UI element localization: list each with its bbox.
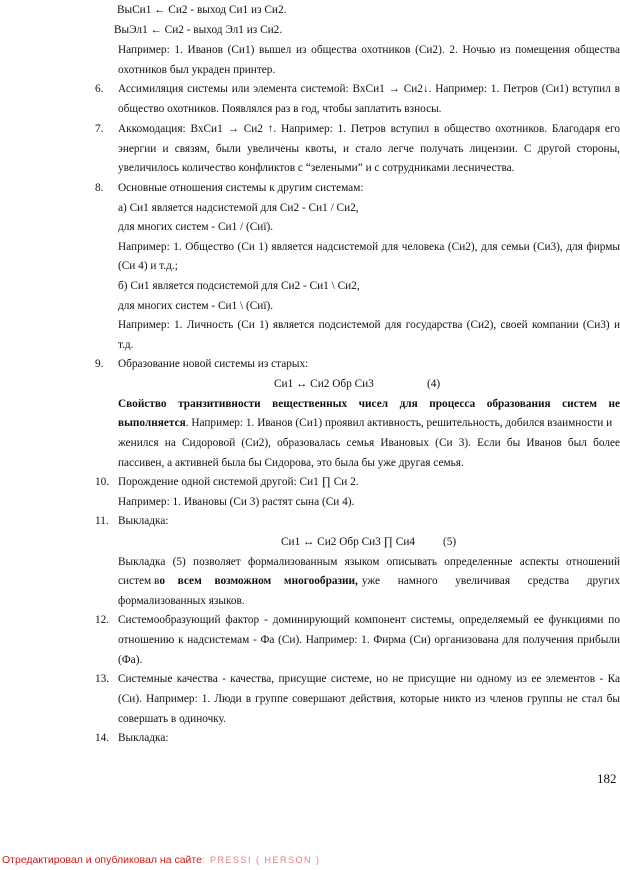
footer-credit [2, 853, 320, 867]
text-fragment: . Например: 1. Иванов (Си1) проявил активность, решительность, добился взаимности и [185, 417, 613, 429]
text-line: б) Си1 является подсистемой для Си2 - Си1 \ Си2, [118, 280, 360, 292]
text-line: Например: 1. Общество (Си 1) является надсистемой для человека (Си2), для семьи (Си3), для фирмы [118, 241, 620, 253]
list-number: 10. [95, 476, 110, 488]
list-number: 9. [95, 358, 104, 370]
text-line: формализованных языков. [118, 595, 245, 607]
text-fragment: уже намного увеличивая средства других [361, 575, 620, 587]
list-number: 13. [95, 673, 110, 685]
list-number: 7. [95, 123, 104, 135]
text-line: Порождение одной системой другой: Си1 ∏ Си 2. [118, 476, 359, 488]
text-line: энергии и связям, были увеличены квоты, и стало легче получать лицензии. С другой стороны, [118, 143, 620, 155]
formula: Си1 ↔ Си2 Обр Си3 [274, 378, 374, 390]
footer-text: Отредактировал и опубликовал на сайте [2, 854, 202, 866]
list-number: 6. [95, 83, 104, 95]
text-line: Выкладка (5) позволяет формализованным языком описывать определенные аспекты отношений [118, 556, 620, 568]
text-line: Например: 1. Ивановы (Си 3) растят сына (Си 4). [118, 496, 355, 508]
page-number: 182 [597, 771, 617, 786]
text-line: Например: 1. Личность (Си 1) является подсистемой для государства (Си2), своей компании (Си3) и [118, 319, 620, 331]
text-line: отношению к надсистемам - Фа (Си). Например: 1. Фирма (Си) организована для получения прибыли [118, 634, 620, 646]
text-line: (Си 4) и т.д.; [118, 260, 178, 272]
text-line: совершать в одиночку. [118, 713, 226, 725]
text-line: Например: 1. Иванов (Си1) вышел из общества охотников (Си2). 2. Ночью из помещения общества [118, 44, 620, 56]
text-line: пассивен, а активней была бы Сидорова, это была бы уже другая семья. [118, 457, 464, 469]
list-number: 8. [95, 182, 104, 194]
text-line: увеличилось количество конфликтов с “зелеными” и с сотрудниками лесничества. [118, 162, 515, 174]
bold-text-line: Свойство транзитивности вещественных чисел для процесса образования систем не [118, 398, 620, 410]
text-line: женился на Сидоровой (Си2), образовалась семья Ивановых (Си 3). Если бы Иванов был более [118, 437, 620, 449]
text-line: Выкладка: [118, 732, 169, 744]
text-fragment: систем в [118, 575, 160, 587]
list-number: 14. [95, 732, 110, 744]
footer-site-link[interactable]: : PRESSI ( HERSON ) [201, 855, 321, 865]
formula-number: (5) [443, 536, 457, 548]
bold-fragment: выполняется [118, 417, 186, 429]
formula: Си1 ↔ Си2 Обр Си3 ∏ Си4 [281, 536, 416, 548]
text-line: Основные отношения системы к другим системам: [118, 182, 364, 194]
text-line [118, 416, 620, 430]
text-line: ВыЭл1 ← Си2 - выход Эл1 из Си2. [114, 24, 283, 36]
text-line [118, 574, 620, 588]
text-line: Системообразующий фактор - доминирующий компонент системы, определяемый ее функциями по [118, 614, 620, 626]
text-line: Ассимиляция системы или элемента системой: ВхСи1 → Си2↓. Например: 1. Петров (Си1) вступил в [118, 83, 620, 95]
text-line: а) Си1 является надсистемой для Си2 - Си1 / Си2, [118, 202, 359, 214]
text-line: общество охотников. Появлялся раз в год, чтобы заплатить взносы. [118, 103, 442, 115]
text-line: Образование новой системы из старых: [118, 358, 309, 370]
text-line: (Фа). [118, 654, 143, 666]
text-line: для многих систем - Си1 / (Сиї). [118, 221, 274, 233]
bold-fragment: о всем возможном многообразии, [159, 575, 358, 587]
text-line: для многих систем - Си1 \ (Сиї). [118, 300, 274, 312]
text-line: (Си). Например: 1. Люди в группе совершают действия, которые никто из членов группы не стал бы [118, 693, 620, 705]
text-line: ВыСи1 ← Си2 - выход Си1 из Си2. [117, 4, 287, 16]
text-line: Системные качества - качества, присущие системе, но не присущие ни одному из ее элементов - Ка [118, 673, 620, 685]
text-line: Выкладка: [118, 515, 169, 527]
text-line: Аккомодация: ВхСи1 → Си2 ↑. Например: 1. Петров вступил в общество охотников. Благодаря его [118, 123, 620, 135]
list-number: 11. [95, 515, 109, 527]
text-line: охотников был украден принтер. [118, 64, 276, 76]
formula-number: (4) [427, 378, 441, 390]
text-line: т.д. [118, 339, 134, 351]
list-number: 12. [95, 614, 110, 626]
